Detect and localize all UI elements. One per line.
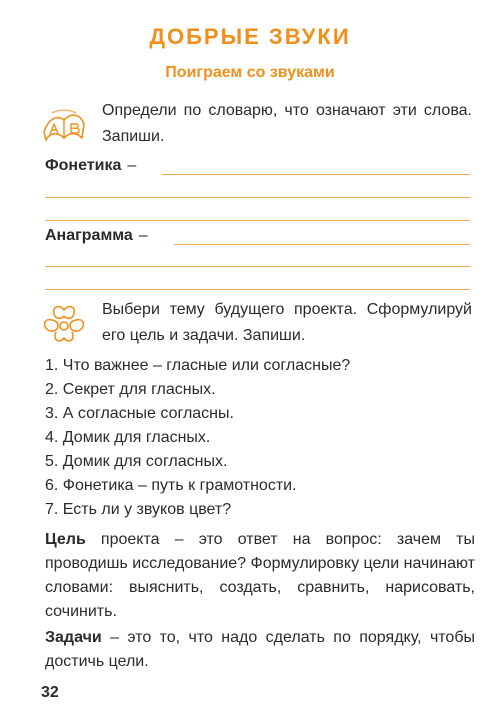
task1-instructions: Определи по словарю, что означают эти слова. Запиши. (102, 102, 472, 145)
book-ab-icon (38, 102, 90, 148)
goal-term: Цель (45, 531, 86, 548)
list-item: 2. Секрет для гласных. (45, 381, 216, 398)
term-anagram-label: Анаграмма (45, 227, 133, 244)
answer-line-anagram-1[interactable] (174, 244, 470, 245)
list-item: 4. Домик для гласных. (45, 429, 211, 446)
page-number: 32 (41, 684, 59, 701)
tasks-text: – это то, что надо сделать по порядку, чтобы достичь цели. (45, 629, 475, 670)
answer-line-phonetics-1[interactable] (162, 174, 470, 175)
page-title: ДОБРЫЕ ЗВУКИ (149, 24, 351, 49)
project-topics-list (45, 354, 475, 522)
term-anagram (45, 227, 148, 245)
book-ab-icon-svg (38, 102, 90, 148)
answer-line-phonetics-2[interactable] (45, 197, 470, 198)
goal-text: проекта – это ответ на вопрос: зачем ты проводишь исследование? Формулировку цели начинают словами: выяснить, создать, сравнить, нарисовать, сочинить. (45, 531, 475, 620)
list-item: 3. А согласные согласны. (45, 405, 234, 422)
answer-line-anagram-3[interactable] (45, 289, 470, 290)
term-anagram-dash: – (138, 227, 148, 244)
list-item: 5. Домик для согласных. (45, 453, 228, 470)
list-item: 7. Есть ли у звуков цвет? (45, 501, 232, 518)
tasks-term: Задачи (45, 629, 102, 646)
answer-line-phonetics-3[interactable] (45, 220, 470, 221)
list-item: 1. Что важнее – гласные или согласные? (45, 357, 351, 374)
task2-instructions: Выбери тему будущего проекта. Сформулируй его цель и задачи. Запиши. (102, 301, 472, 344)
flower-icon (38, 300, 90, 346)
flower-icon-svg (38, 300, 90, 346)
tasks-definition (45, 626, 475, 674)
term-phonetics (45, 157, 136, 175)
list-item: 6. Фонетика – путь к грамотности. (45, 477, 297, 494)
goal-definition (45, 528, 475, 624)
term-phonetics-dash: – (127, 157, 137, 174)
term-phonetics-label: Фонетика (45, 157, 122, 174)
answer-line-anagram-2[interactable] (45, 266, 470, 267)
section-subtitle: Поиграем со звуками (165, 64, 335, 81)
